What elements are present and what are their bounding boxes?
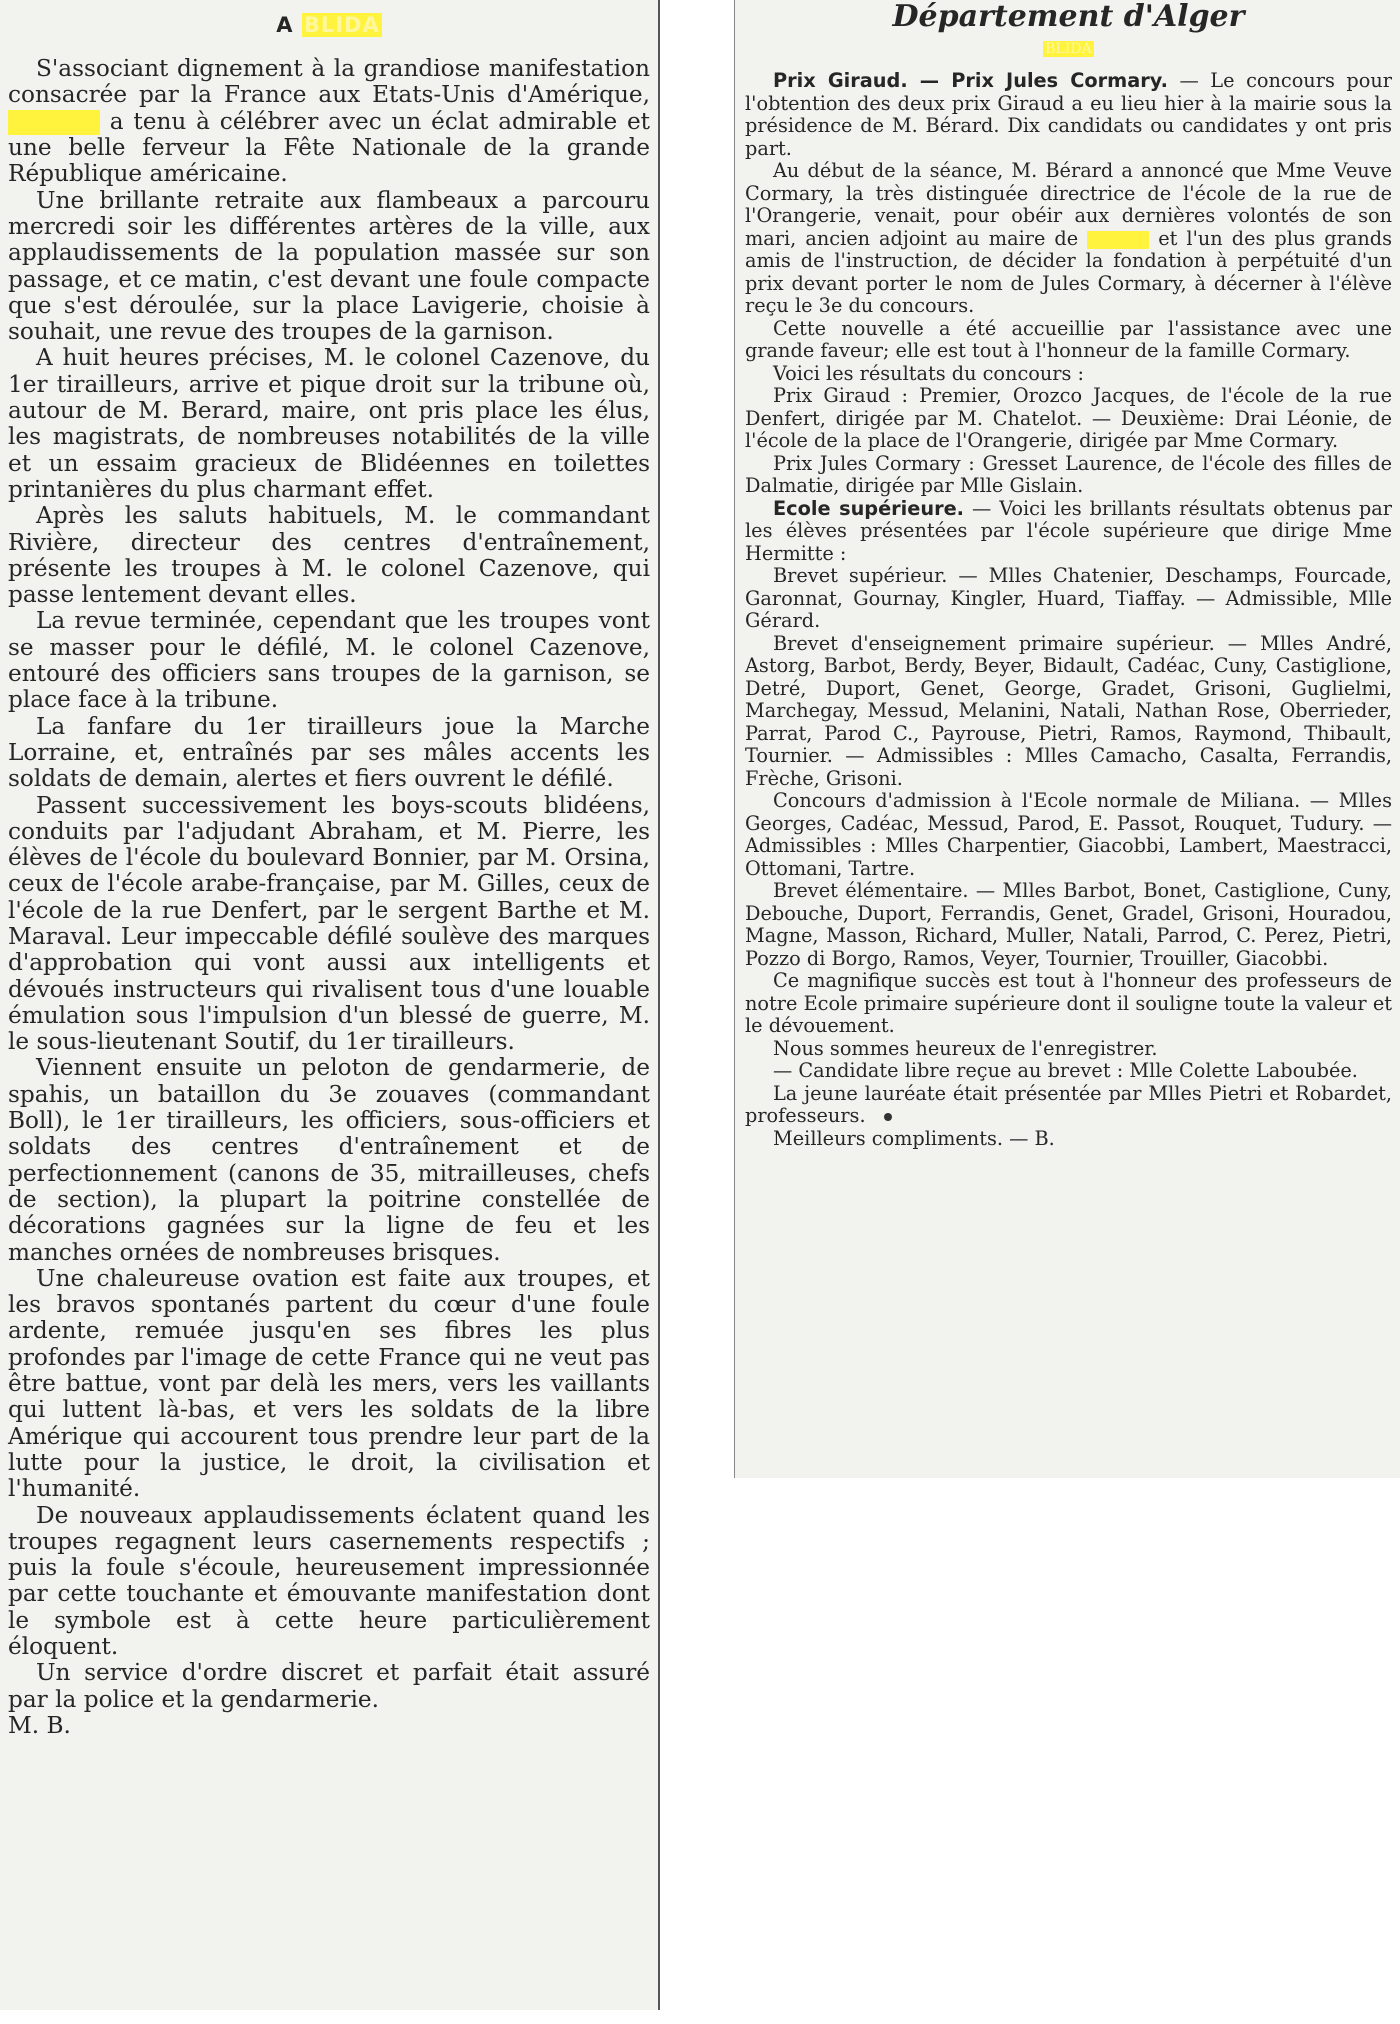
paragraph: Un service d'ordre discret et parfait était assuré par la police et la gendarmerie. bbox=[8, 1659, 650, 1713]
bullet-mark bbox=[884, 1113, 892, 1121]
article-body bbox=[8, 56, 650, 1739]
paragraph: De nouveaux applaudissements éclatent quand les troupes regagnent leurs casernements respectifs ; puis la foule s'écoule, heureusement impressionnée par cette touchante et émouvante manifestation dont le symbole est à cette heure particulièrement éloquent. bbox=[8, 1501, 650, 1661]
headline-prefix: A bbox=[276, 13, 294, 37]
subhead-place-highlight: BLIDA bbox=[1045, 41, 1092, 57]
section-heading: Prix Giraud. — Prix Jules Cormary. bbox=[773, 69, 1168, 92]
paragraph bbox=[8, 56, 650, 188]
paragraph: Voici les résultats du concours : bbox=[773, 361, 1085, 385]
paragraph-text: et l'un des plus grands amis de l'instruction, de décider la fondation à perpétuité d'un prix devant porter le nom de Jules Cormary, à décerner à l'élève reçu le 3e du concours. bbox=[745, 226, 1392, 317]
paragraph: Après les saluts habituels, M. le commandant Rivière, directeur des centres d'entraînement, présente les troupes à M. le colonel Cazenove, qui passe lentement devant elles. bbox=[8, 502, 650, 609]
paragraph-text: — Le concours pour l'obtention des deux prix Giraud a eu lieu hier à la mairie sous la présidence de M. Bérard. Dix candidats ou candidates y ont pris part. bbox=[745, 69, 1392, 160]
paragraph bbox=[745, 498, 1392, 566]
paragraph: Concours d'admission à l'Ecole normale de Miliana. — Mlles Georges, Cadéac, Messud, Parod, E. Passot, Rouquet, Tudury. — Admissibles : Mlles Charpentier, Giacobbi, Lambert, Maestracci, Ottomani, Tartre. bbox=[745, 789, 1392, 880]
article-departement-column bbox=[734, 0, 1400, 1478]
paragraph: Viennent ensuite un peloton de gendarmerie, de spahis, un bataillon du 3e zouaves (commandant Boll), le 1er tirailleurs, les officiers, sous-officiers et soldats des centres d'entraînement et de perfectionnement (canons de 35, mitrailleuses, chefs de section), la plupart la poitrine constellée de décorations gagnées sur la ligne de feu et les manches ornées de nombreuses brisques. bbox=[8, 1054, 650, 1266]
paragraph: Ce magnifique succès est tout à l'honneur des professeurs de notre Ecole primaire supérieure dont il souligne toute la valeur et le dévouement. bbox=[745, 969, 1392, 1037]
department-title: Département d'Alger bbox=[892, 0, 1245, 34]
paragraph: Brevet d'enseignement primaire supérieur. — Mlles André, Astorg, Barbot, Berdy, Beyer, Bidault, Cadéac, Cuny, Castiglione, Detré, Duport, Genet, George, Gradet, Grisoni, Guglielmi, Marchegay, Messud, Melanini, Natali, Nathan Rose, Oberrieder, Parrat, Parod C., Payrouse, Pietri, Ramos, Raymond, Thibault, Tournier. — Admissibles : Mlles Camacho, Casalta, Ferrandis, Frèche, Grisoni. bbox=[745, 631, 1392, 790]
paragraph: Brevet supérieur. — Mlles Chatenier, Deschamps, Fourcade, Garonnat, Gournay, Kingler, Huard, Tiaffay. — Admissible, Mlle Gérard. bbox=[745, 564, 1392, 632]
paragraph: La fanfare du 1er tirailleurs joue la Marche Lorraine, et, entraînés par ses mâles accents les soldats de demain, alertes et fiers ouvrent le défilé. bbox=[8, 712, 650, 793]
redaction-highlight bbox=[8, 110, 100, 135]
section-heading: Ecole supérieure. bbox=[773, 496, 965, 520]
paragraph: La revue terminée, cependant que les troupes vont se masser pour le défilé, M. le colonel Cazenove, entouré des officiers sans troupes de la garnison, se place face à la tribune. bbox=[8, 607, 650, 714]
paragraph-text: — Voici les brillants résultats obtenus par les élèves présentées par l'école supérieure que dirige Mme Hermitte : bbox=[745, 496, 1392, 565]
paragraph-text: La jeune lauréate était présentée par Mlles Pietri et Robardet, professeurs. bbox=[745, 1081, 1392, 1127]
paragraph: Une brillante retraite aux flambeaux a parcouru mercredi soir les différentes artères de la ville, aux applaudissements de la population massée sur son passage, et ce matin, c'est devant une foule compacte que s'est déroulée, sur la place Lavigerie, choisie à souhait, une revue des troupes de la garnison. bbox=[8, 186, 650, 346]
paragraph: Brevet élémentaire. — Mlles Barbot, Bonet, Castiglione, Cuny, Debouche, Duport, Ferrandis, Genet, Gradel, Grisoni, Houradou, Magne, Masson, Richard, Muller, Natali, Parrod, C. Perez, Pietri, Pozzo di Borgo, Ramos, Veyer, Tournier, Trouiller, Giacobbi. bbox=[745, 879, 1392, 970]
article-signature: M. B. bbox=[8, 1711, 71, 1739]
paragraph: Prix Giraud : Premier, Orozco Jacques, de l'école de la rue Denfert, dirigée par M. Chatelot. — Deuxième: Drai Léonie, de l'école de la place de l'Orangerie, dirigée par Mme Cormary. bbox=[745, 384, 1392, 452]
paragraph-text: a tenu à célébrer avec un éclat admirable et une belle ferveur la Fête Nationale de la grande République américaine. bbox=[8, 107, 650, 188]
paragraph bbox=[745, 160, 1392, 318]
paragraph: Une chaleureuse ovation est faite aux troupes, et les bravos spontanés partent du cœur d'une foule ardente, remuée jusqu'en ses fibres les plus profondes par l'image de cette France qui ne veut pas être battue, vont par delà les mers, vers les vaillants qui luttent là-bas, et vers les soldats de la libre Amérique qui accourent tous prendre leur part de la lutte pour la justice, le droit, la civilisation et l'humanité. bbox=[8, 1264, 650, 1503]
department-body bbox=[745, 70, 1392, 1150]
paragraph: Nous sommes heureux de l'enregistrer. bbox=[773, 1036, 1158, 1060]
paragraph bbox=[745, 70, 1392, 160]
paragraph: Cette nouvelle a été accueillie par l'assistance avec une grande faveur; elle est tout à l'honneur de la famille Cormary. bbox=[745, 316, 1392, 362]
paragraph: Prix Jules Cormary : Gresset Laurence, de l'école des filles de Dalmatie, dirigée par Mlle Gislain. bbox=[745, 451, 1392, 497]
paragraph: — Candidate libre reçue au brevet : Mlle Colette Laboubée. bbox=[773, 1059, 1358, 1082]
paragraph-text: Au début de la séance, M. Bérard a annoncé que Mme Veuve Cormary, la très distinguée directrice de l'école de la rue de l'Orangerie, venait, pour obéir aux dernières volontés de son mari, ancien adjoint au maire de bbox=[745, 159, 1392, 250]
paragraph bbox=[745, 1083, 1392, 1128]
redaction-highlight bbox=[1087, 231, 1149, 249]
paragraph: Passent successivement les boys-scouts blidéens, conduits par l'adjudant Abraham, et M. Pierre, les élèves de l'école du boulevard Bonnier, par M. Orsina, ceux de l'école arabe-française, par M. Gilles, ceux de l'école de la rue Denfert, par le sergent Barthe et M. Maraval. Leur impeccable défilé soulève des marques d'approbation qui vont aussi aux intelligents et dévoués instructeurs qui rivalisent tous d'une louable émulation sous l'impulsion d'un blessé de guerre, M. le sous-lieutenant Soutif, du 1er tirailleurs. bbox=[8, 791, 650, 1056]
article-blida-column bbox=[0, 0, 660, 2010]
subhead bbox=[745, 38, 1392, 60]
paragraph: A huit heures précises, M. le colonel Cazenove, du 1er tirailleurs, arrive et pique droit sur la tribune où, autour de M. Berard, maire, ont pris place les élus, les magistrats, de nombreuses notabilités de la ville et un essaim gracieux de Blidéennes en toilettes printanières du plus charmant effet. bbox=[8, 344, 650, 503]
article-headline bbox=[8, 12, 650, 38]
headline-place-highlight: BLIDA bbox=[303, 13, 380, 37]
paragraph-text: S'associant dignement à la grandiose manifestation consacrée par la France aux Etats-Unis d'Amérique, bbox=[8, 55, 650, 109]
paragraph: Meilleurs compliments. — B. bbox=[773, 1126, 1055, 1150]
